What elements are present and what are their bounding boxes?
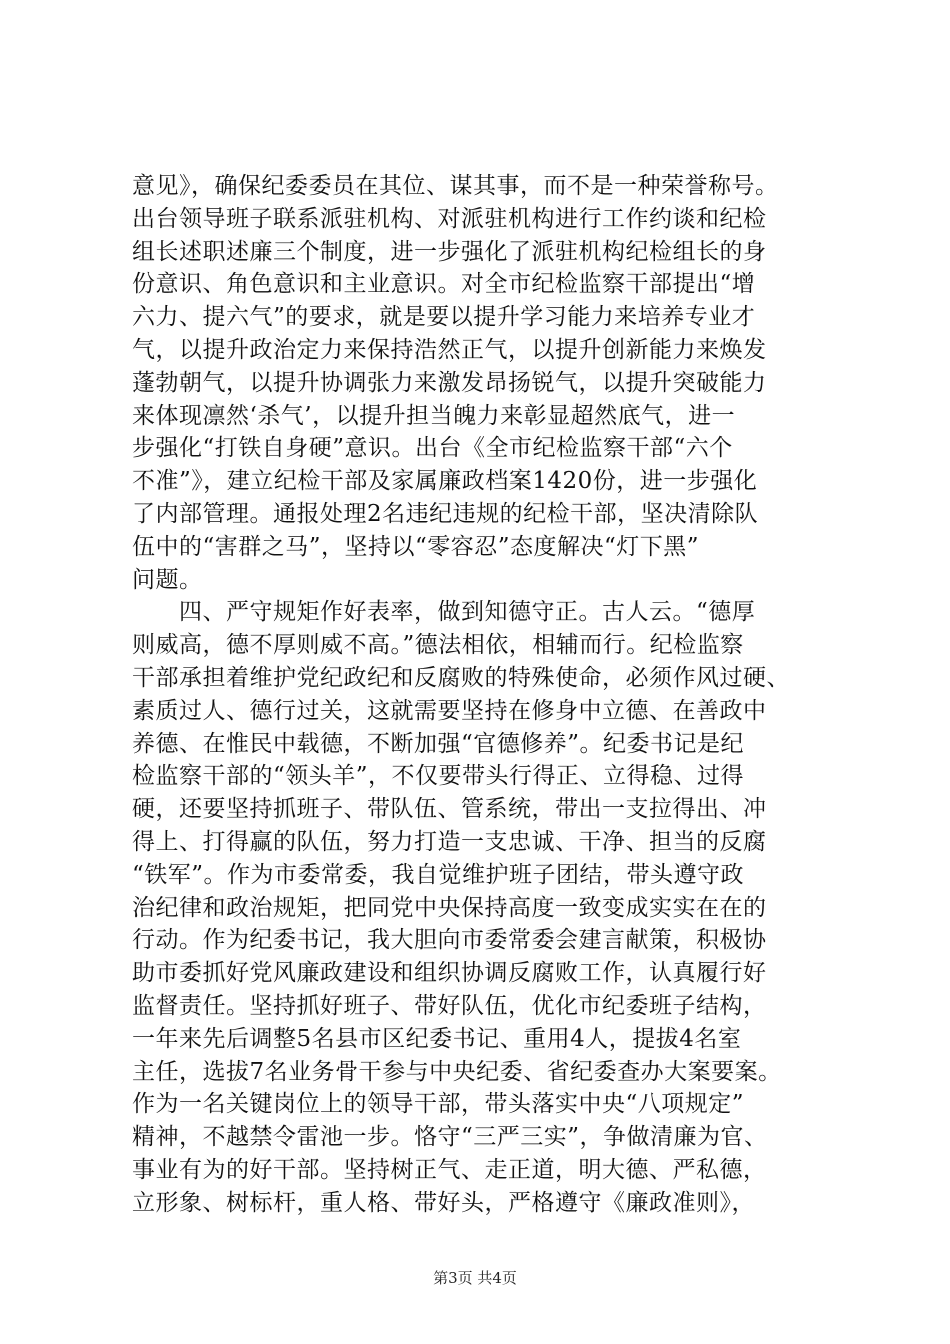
text-line: 四、严守规矩作好表率，做到知德守正。古人云。“德厚 (132, 599, 756, 626)
text-line: 事业有为的好干部。坚持树正气、走正道，明大德、严私德， (132, 1156, 767, 1183)
text-line: 出台领导班子联系派驻机构、对派驻机构进行工作约谈和纪检 (132, 205, 767, 232)
page-footer (0, 1267, 950, 1288)
text-line: “铁军”。作为市委常委，我自觉维护班子团结，带头遵守政 (132, 861, 745, 888)
page-number-label: 第3页 共4页 (433, 1269, 517, 1287)
text-line: 养德、在惟民中载德，不断加强“官德修养”。纪委书记是纪 (132, 730, 745, 757)
text-line: 干部承担着维护党纪政纪和反腐败的特殊使命，必须作风过硬、 (132, 664, 790, 691)
text-line: 得上、打得赢的队伍，努力打造一支忠诚、干净、担当的反腐 (132, 828, 767, 855)
text-line: 份意识、角色意识和主业意识。对全市纪检监察干部提出“增 (132, 271, 756, 298)
text-line: 主任，选拔7名业务骨干参与中央纪委、省纪委查办大案要案。 (132, 1058, 782, 1085)
text-line: 问题。 (132, 566, 203, 593)
text-line: 步强化“打铁自身硬”意识。出台《全市纪检监察干部“六个 (132, 435, 733, 462)
text-line: 则威高，德不厚则威不高。”德法相依，相辅而行。纪检监察 (132, 632, 744, 659)
text-line: 硬，还要坚持抓班子、带队伍、管系统，带出一支拉得出、冲 (132, 796, 767, 823)
text-line: 组长述职述廉三个制度，进一步强化了派驻机构纪检组长的身 (132, 238, 767, 265)
text-line: 作为一名关键岗位上的领导干部，带头落实中央“八项规定” (132, 1091, 745, 1118)
text-line: 气，以提升政治定力来保持浩然正气，以提升创新能力来焕发 (132, 336, 767, 363)
text-line: 素质过人、德行过关，这就需要坚持在修身中立德、在善政中 (132, 697, 767, 724)
text-line: 不准”》，建立纪检干部及家属廉政档案1420份，进一步强化 (132, 468, 758, 495)
text-line: 监督责任。坚持抓好班子、带好队伍，优化市纪委班子结构， (132, 992, 767, 1019)
text-line: 检监察干部的“领头羊”，不仅要带头行得正、立得稳、过得 (132, 763, 745, 790)
text-line: 立形象、树标杆，重人格、带好头，严格遵守《廉政准则》， (132, 1189, 755, 1216)
text-line: 治纪律和政治规矩，把同党中央保持高度一致变成实实在在的 (132, 894, 767, 921)
text-line: 行动。作为纪委书记，我大胆向市委常委会建言献策，积极协 (132, 927, 767, 954)
text-line: 意见》，确保纪委委员在其位、谋其事，而不是一种荣誉称号。 (132, 173, 779, 199)
text-line: 蓬勃朝气，以提升协调张力来激发昂扬锐气，以提升突破能力 (132, 369, 767, 396)
text-line: 了内部管理。通报处理2名违纪违规的纪检干部，坚决清除队 (132, 500, 759, 527)
text-line: 一年来先后调整5名县市区纪委书记、重用4人，提拔4名室 (132, 1025, 742, 1052)
text-line: 精神，不越禁令雷池一步。恪守“三严三实”，争做清廉为官、 (132, 1124, 768, 1151)
text-line: 来体现凛然‘杀气’，以提升担当魄力来彰显超然底气，进一 (132, 402, 736, 429)
text-line: 六力、提六气”的要求，就是要以提升学习能力来培养专业才 (132, 304, 756, 331)
text-line: 助市委抓好党风廉政建设和组织协调反腐败工作，认真履行好 (132, 960, 767, 987)
text-line: 伍中的“害群之马”，坚持以“零容忍”态度解决“灯下黑” (132, 533, 700, 560)
body-text (132, 170, 832, 1220)
